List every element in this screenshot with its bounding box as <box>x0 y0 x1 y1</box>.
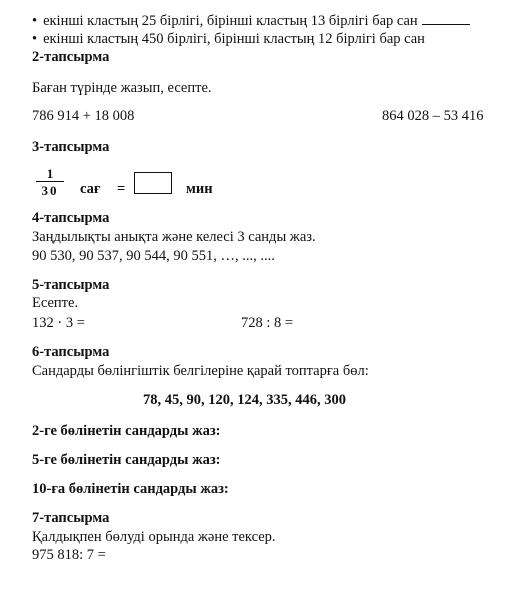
fraction-denominator: 30 <box>41 183 59 198</box>
bullet-text-1: екінші кластың 25 бірлігі, бірінші кластың 13 бірлігі бар сан <box>43 13 418 29</box>
task5-expression-right: 728 : 8 = <box>241 315 294 331</box>
bullet-item-1 <box>32 12 470 30</box>
task6-divisible-by-10: 10-ға бөлінетін сандарды жаз: <box>32 481 229 497</box>
task6-number-list: 78, 45, 90, 120, 124, 335, 446, 300 <box>143 392 346 408</box>
task6-divisible-by-5: 5-ге бөлінетін сандарды жаз: <box>32 452 221 468</box>
task3-heading: 3-тапсырма <box>32 139 110 155</box>
task6-instruction: Сандарды бөлінгіштік белгілеріне қарай топтарға бөл: <box>32 363 369 379</box>
task5-heading: 5-тапсырма <box>32 277 110 293</box>
task3-unit-hours: сағ <box>80 181 101 197</box>
task2-expression-right: 864 028 – 53 416 <box>382 108 484 124</box>
task2-instruction: Баған түрінде жазып, есепте. <box>32 80 212 96</box>
bullet-marker: • <box>32 13 38 29</box>
bullet-item-2 <box>32 31 425 48</box>
bullet-text-2: екінші кластың 450 бірлігі, бірінші кластың 12 бірлігі бар сан <box>43 31 425 47</box>
task4-heading: 4-тапсырма <box>32 210 110 226</box>
fraction-bar <box>36 181 64 182</box>
task7-heading: 7-тапсырма <box>32 510 110 526</box>
task5-expression-left: 132 · 3 = <box>32 315 85 331</box>
task6-divisible-by-2: 2-ге бөлінетін сандарды жаз: <box>32 423 221 439</box>
task4-sequence: 90 530, 90 537, 90 544, 90 551, …, ..., .... <box>32 248 275 264</box>
task5-instruction: Есепте. <box>32 295 79 311</box>
answer-blank-1[interactable] <box>422 12 470 25</box>
bullet-marker: • <box>32 31 38 47</box>
fraction <box>36 167 64 197</box>
task7-instruction: Қалдықпен бөлуді орында және тексер. <box>32 529 276 545</box>
task2-expression-left: 786 914 + 18 008 <box>32 108 135 124</box>
task4-instruction: Заңдылықты анықта және келесі 3 санды жаз. <box>32 229 316 245</box>
task3-unit-minutes: мин <box>186 181 213 197</box>
task2-heading: 2-тапсырма <box>32 49 110 65</box>
answer-box[interactable] <box>134 172 172 194</box>
task7-expression: 975 818: 7 = <box>32 547 106 563</box>
task3-equals: = <box>117 181 126 197</box>
task6-heading: 6-тапсырма <box>32 344 110 360</box>
fraction-numerator: 1 <box>46 166 54 181</box>
